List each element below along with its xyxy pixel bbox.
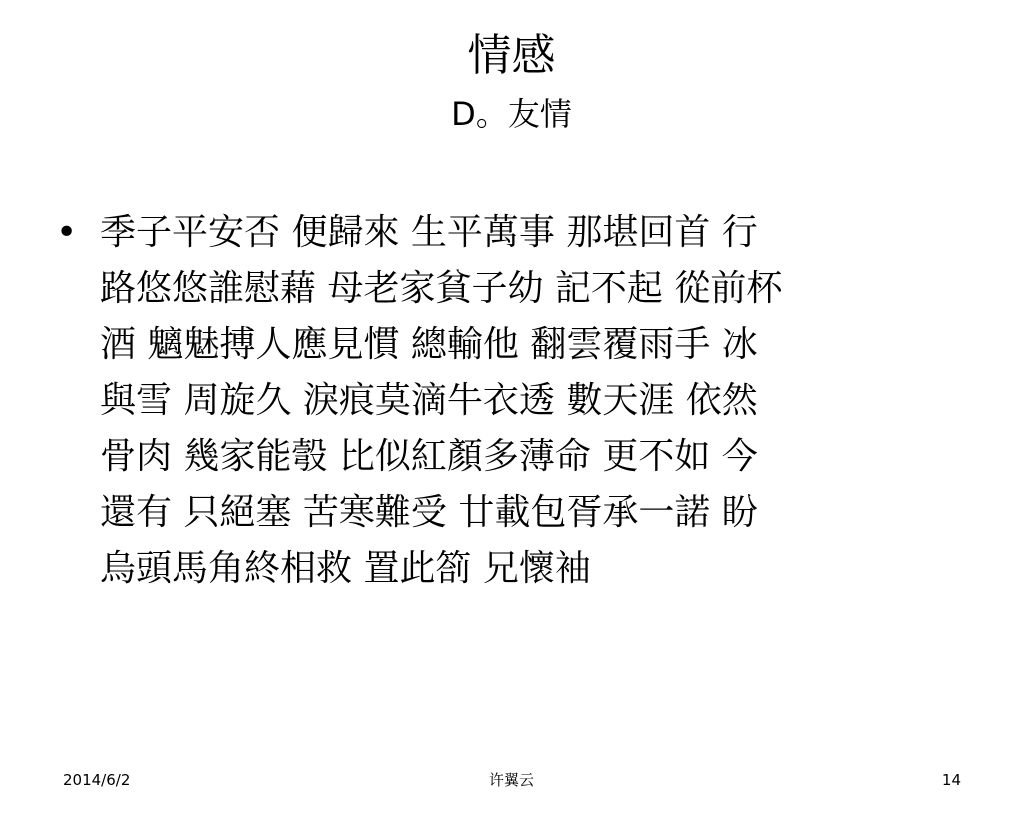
bullet-item (52, 205, 962, 597)
poem-line-7: 烏頭馬角終相救 置此箚 兄懷袖 (100, 548, 591, 589)
bullet-dot: • (56, 212, 78, 253)
body-bullet-list (52, 205, 962, 597)
slide-subtitle: D。友情 (451, 95, 572, 133)
poem-line-3: 酒 魑魅搏人應見慣 總輸他 翻雲覆雨手 冰 (100, 324, 758, 365)
slide-title: 情感 (467, 30, 556, 81)
footer-author: 许翼云 (488, 771, 534, 789)
poem-line-6: 還有 只絕塞 苦寒難受 廿載包胥承一諾 盼 (100, 492, 758, 533)
footer-date: 2014/6/2 (63, 771, 131, 789)
poem-line-5: 骨肉 幾家能彀 比似紅顏多薄命 更不如 今 (100, 436, 758, 477)
poem-line-4: 與雪 周旋久 淚痕莫滴牛衣透 數天涯 依然 (100, 380, 758, 421)
poem-line-1: 季子平安否 便歸來 生平萬事 那堪回首 行 (100, 212, 758, 253)
footer-page-number: 14 (941, 771, 961, 789)
poem-line-2: 路悠悠誰慰藉 母老家貧子幼 記不起 從前杯 (100, 268, 783, 309)
